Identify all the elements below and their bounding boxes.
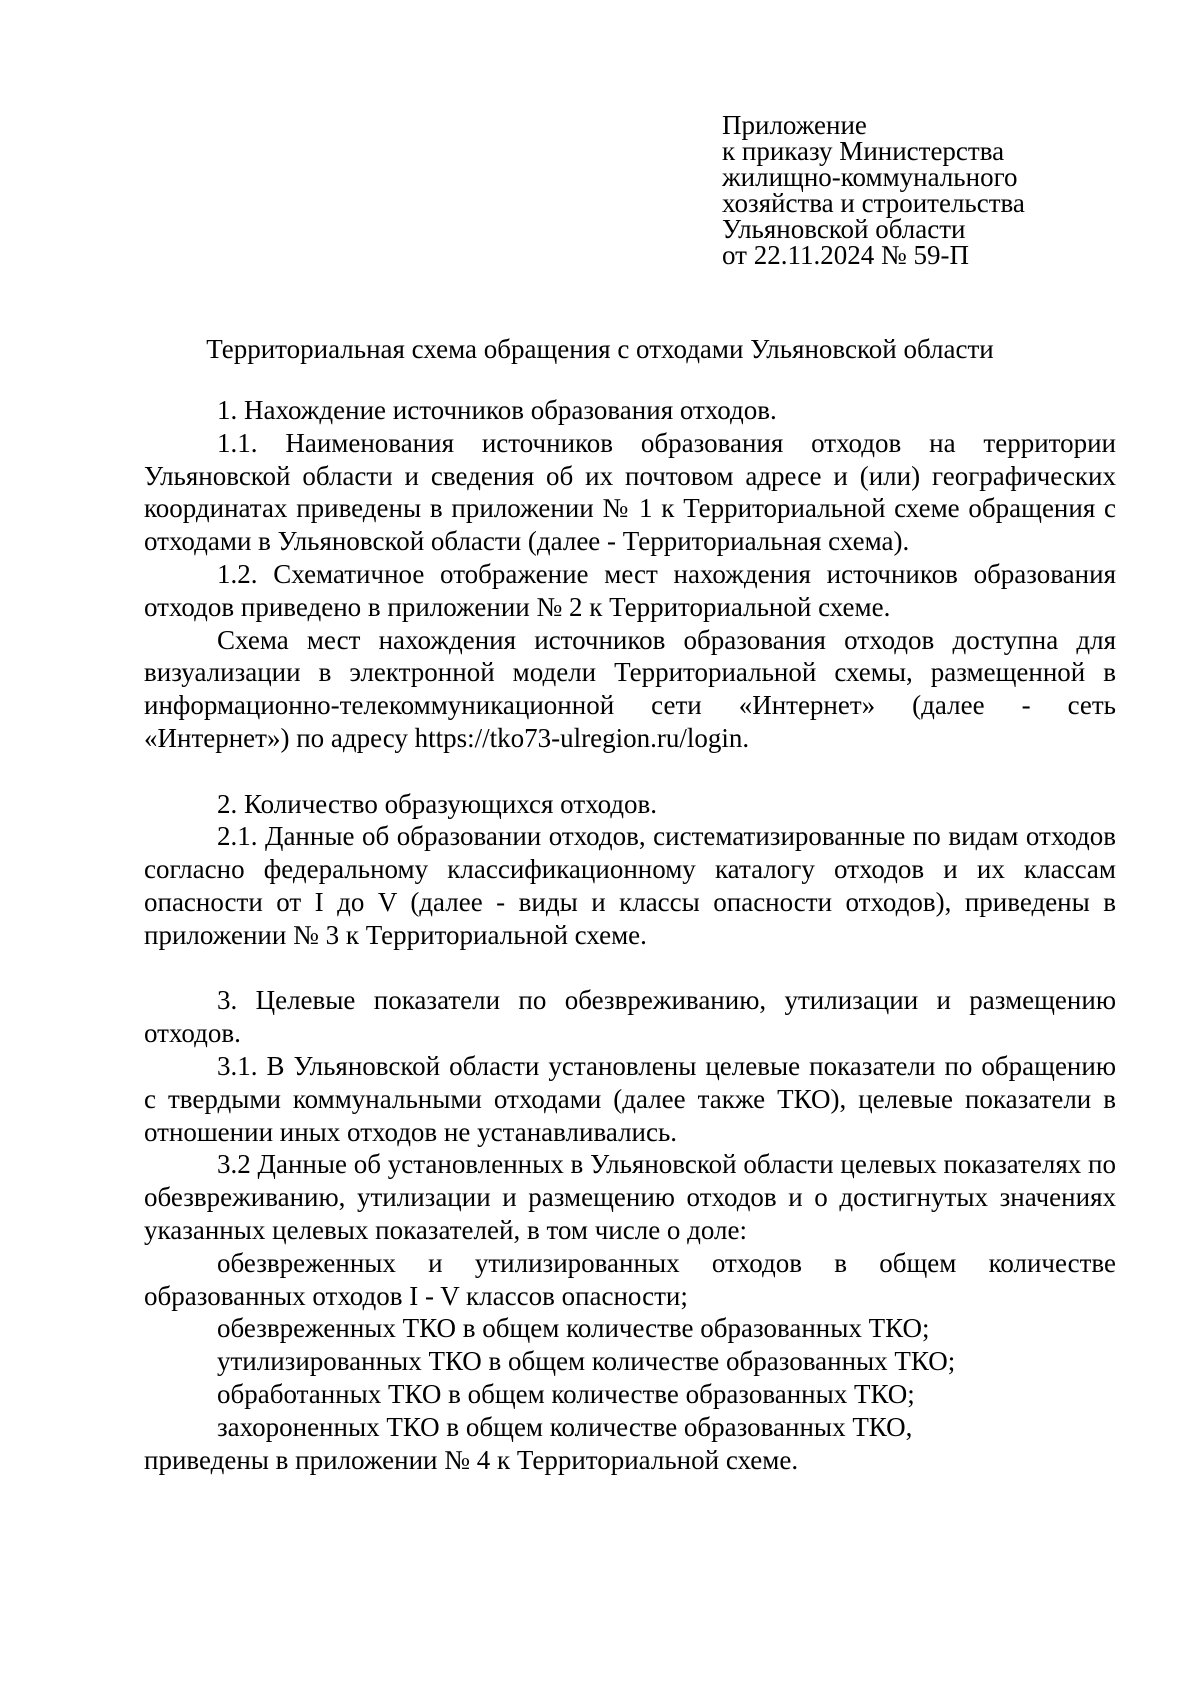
list-item: захороненных ТКО в общем количестве образованных ТКО,	[217, 1411, 913, 1442]
section-heading-3: 3. Целевые показатели по обезвреживанию, утилизации и размещению отходов.	[144, 985, 1116, 1049]
list-item: обработанных ТКО в общем количестве образованных ТКО;	[217, 1378, 915, 1409]
list-item: обезвреженных ТКО в общем количестве образованных ТКО;	[217, 1313, 930, 1344]
approval-line: Приложение	[722, 110, 867, 140]
approval-line: хозяйства и строительства	[722, 188, 1025, 218]
paragraph-3-2: 3.2 Данные об установленных в Ульяновской области целевых показателях по обезвреживанию, утилизации и размещению отходов и о достигнутых значениях указанных целевых показателей, в том числе о доле:	[144, 1149, 1116, 1245]
document-body	[144, 394, 1116, 1476]
closing-line: приведены в приложении № 4 к Территориальной схеме.	[144, 1444, 799, 1475]
document-title: Территориальная схема обращения с отходами Ульяновской области	[206, 334, 994, 364]
approval-line: к приказу Министерства	[722, 136, 1005, 166]
section-heading-1: 1. Нахождение источников образования отходов.	[217, 395, 777, 425]
paragraph-3-1: 3.1. В Ульяновской области установлены целевые показатели по обращению с твердыми коммунальными отходами (далее также ТКО), целевые показатели в отношении иных отходов не устанавливались.	[144, 1050, 1116, 1147]
approval-line: от 22.11.2024 № 59-П	[722, 240, 969, 270]
approval-line: жилищно-коммунального	[722, 162, 1018, 192]
list-item: утилизированных ТКО в общем количестве образованных ТКО;	[217, 1346, 956, 1377]
paragraph-2-1: 2.1. Данные об образовании отходов, систематизированные по видам отходов согласно федеральному классификационному каталогу отходов и их классам опасности от I до V (далее - виды и классы опасности отходов), приведены в приложении № 3 к Территориальной схеме.	[144, 821, 1116, 950]
approval-line: Ульяновской области	[722, 214, 966, 244]
paragraph-1-1: 1.1. Наименования источников образования отходов на территории Ульяновской области и сведения об их почтовом адресе и (или) географических координатах приведены в приложении № 1 к Территориальной схеме обращения с отходами в Ульяновской области (далее - Территориальная схема).	[144, 427, 1116, 557]
paragraph-1-2: 1.2. Схематичное отображение мест нахождения источников образования отходов приведено в приложении № 2 к Территориальной схеме.	[144, 558, 1116, 622]
paragraph-1-2-scheme: Схема мест нахождения источников образования отходов доступна для визуализации в электронной модели Территориальной схемы, размещенной в информационно-телекоммуникационной сети «Интернет» (далее - сеть «Интернет») по адресу https://tko73-ulregion.ru/login.	[144, 624, 1116, 753]
approval-block	[722, 112, 1142, 268]
section-heading-2: 2. Количество образующихся отходов.	[217, 788, 658, 819]
list-item: обезвреженных и утилизированных отходов в общем количестве образованных отходов I - V классов опасности;	[144, 1247, 1116, 1311]
